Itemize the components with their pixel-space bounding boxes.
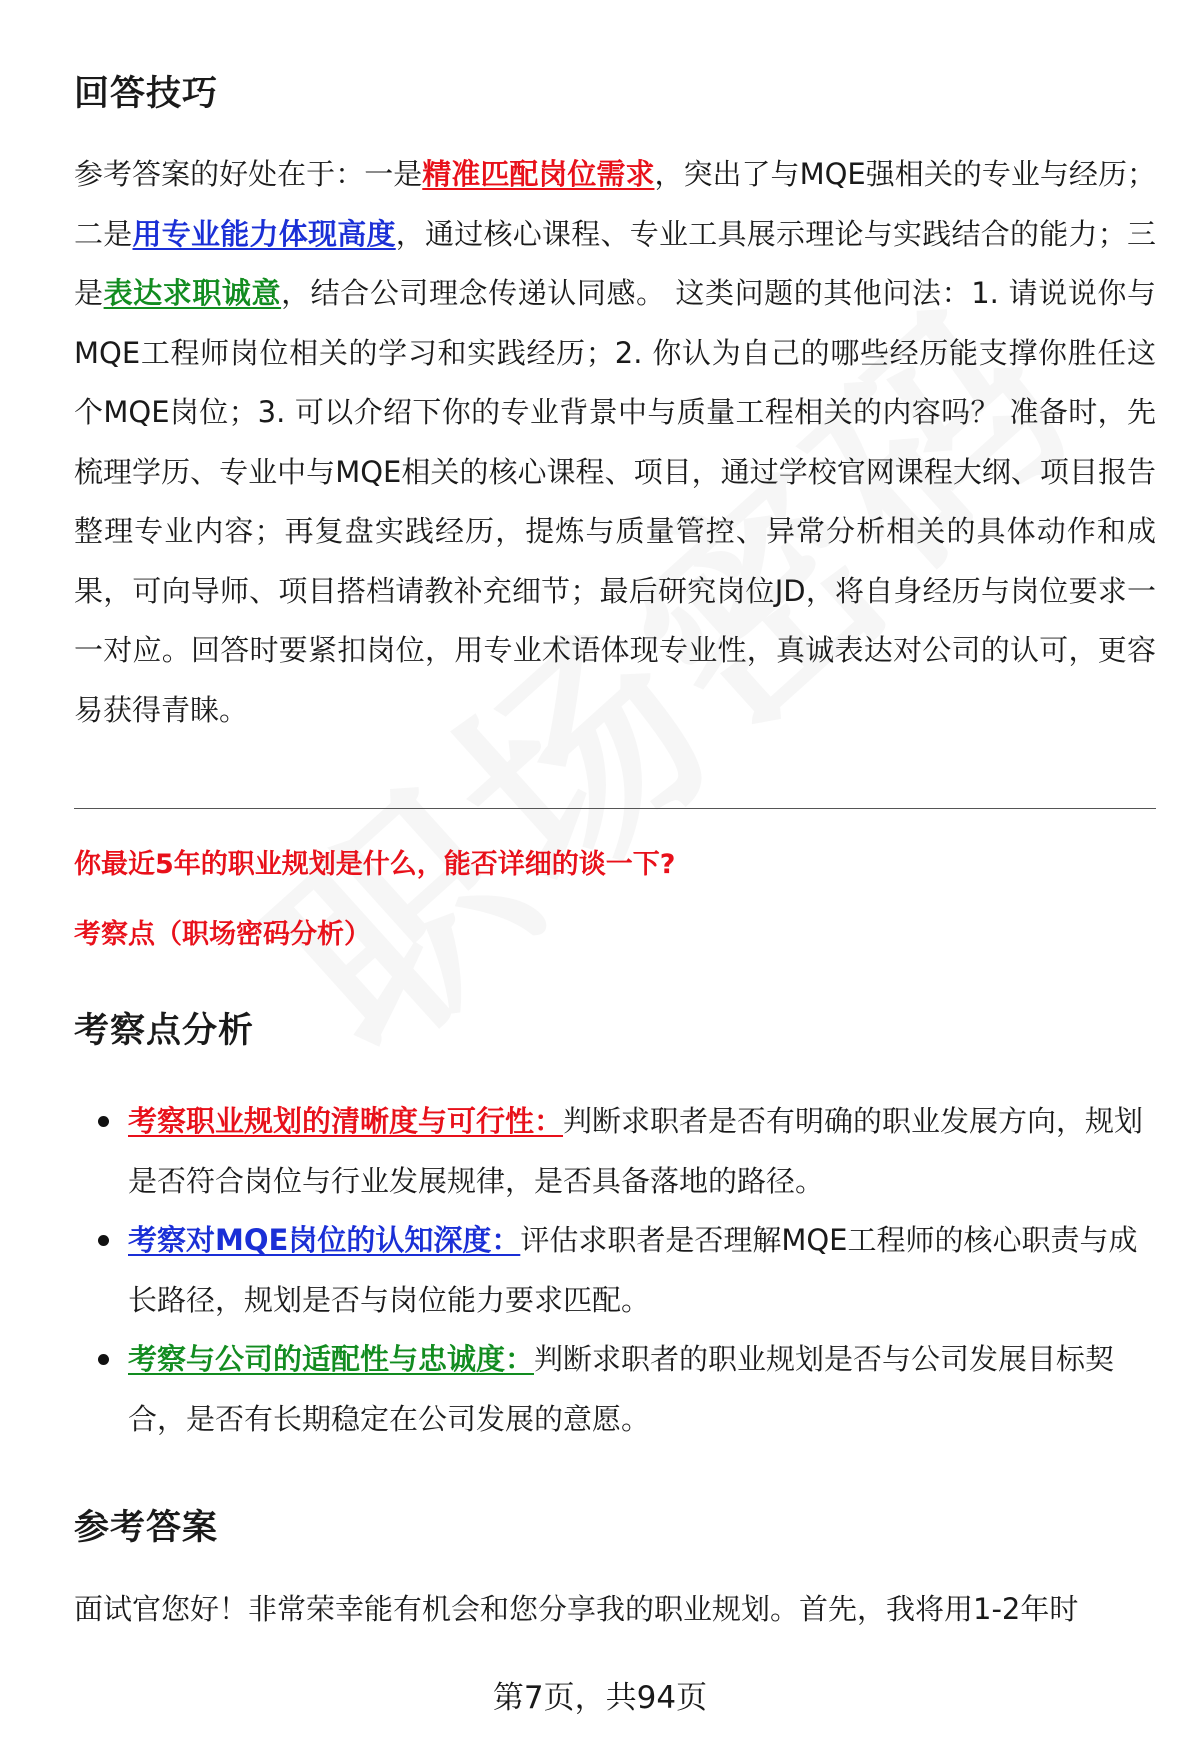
analysis-heading: 考察点分析 [74,1011,255,1051]
interview-question: 你最近5年的职业规划是什么，能否详细的谈一下? [74,849,676,880]
bullet-dot-icon [98,1354,109,1365]
tips-prefix: 参考答案的好处在于：一是 [74,157,423,191]
analysis-list [74,1092,1156,1449]
list-item [74,1330,1156,1449]
bullet-text: 评估求职者是否理解MQE工程师的核心职责与成长路径，规划是否与岗位能力要求匹配。 [128,1223,1138,1317]
tips-rest: ，结合公司理念传递认同感。 这类问题的其他问法：1. 请说说你与MQE工程师岗位相关的学习和实践经历；2. 你认为自己的哪些经历能支撑你胜任这个MQE岗位；3. 可以介绍下你的专业背景中与质量工程相关的内容吗？ 准备时，先梳理学历、专业中与MQE相关的核心课程、项目，通过学校官网课程大纲、项目报告整理专业内容；再复盘实践经历，提炼与质量管控、异常分析相关的具体动作和成果，可向导师、项目搭档请教补充细节；最后研究岗位JD，将自身经历与岗位要求一一对应。回答时要紧扣岗位，用专业术语体现专业性，真诚表达对公司的认可，更容易获得青睐。 [74,276,1156,727]
bullet-label: 考察对MQE岗位的认知深度： [128,1223,521,1257]
bullet-label: 考察职业规划的清晰度与可行性： [128,1104,564,1138]
exam-point-label: 考察点（职场密码分析） [74,919,371,950]
bullet-dot-icon [98,1235,109,1246]
tips-mid1: ，突出了与MQE强相关的专业与经历；二是 [74,157,1156,251]
bullet-dot-icon [98,1116,109,1127]
bullet-label: 考察与公司的适配性与忠诚度： [128,1342,535,1376]
answer-paragraph: 面试官您好！非常荣幸能有机会和您分享我的职业规划。首先，我将用1-2年时 [74,1592,1079,1626]
tips-mid2: ，通过核心课程、专业工具展示理论与实践结合的能力；三是 [74,216,1156,310]
highlight-sincerity: 表达求职诚意 [103,276,282,310]
answer-heading: 参考答案 [74,1508,219,1548]
highlight-professional-ability: 用专业能力体现高度 [132,216,396,251]
section-divider [74,808,1156,809]
bullet-text: 判断求职者的职业规划是否与公司发展目标契合，是否有长期稳定在公司发展的意愿。 [128,1342,1115,1436]
highlight-precise-match: 精准匹配岗位需求 [422,157,655,191]
list-item [74,1092,1156,1211]
tips-paragraph [74,145,1156,740]
tips-heading: 回答技巧 [74,74,219,114]
page-number: 第7页，共94页 [492,1680,708,1716]
bullet-text: 判断求职者是否有明确的职业发展方向，规划是否符合岗位与行业发展规律，是否具备落地的路径。 [128,1104,1144,1198]
list-item [74,1211,1156,1330]
